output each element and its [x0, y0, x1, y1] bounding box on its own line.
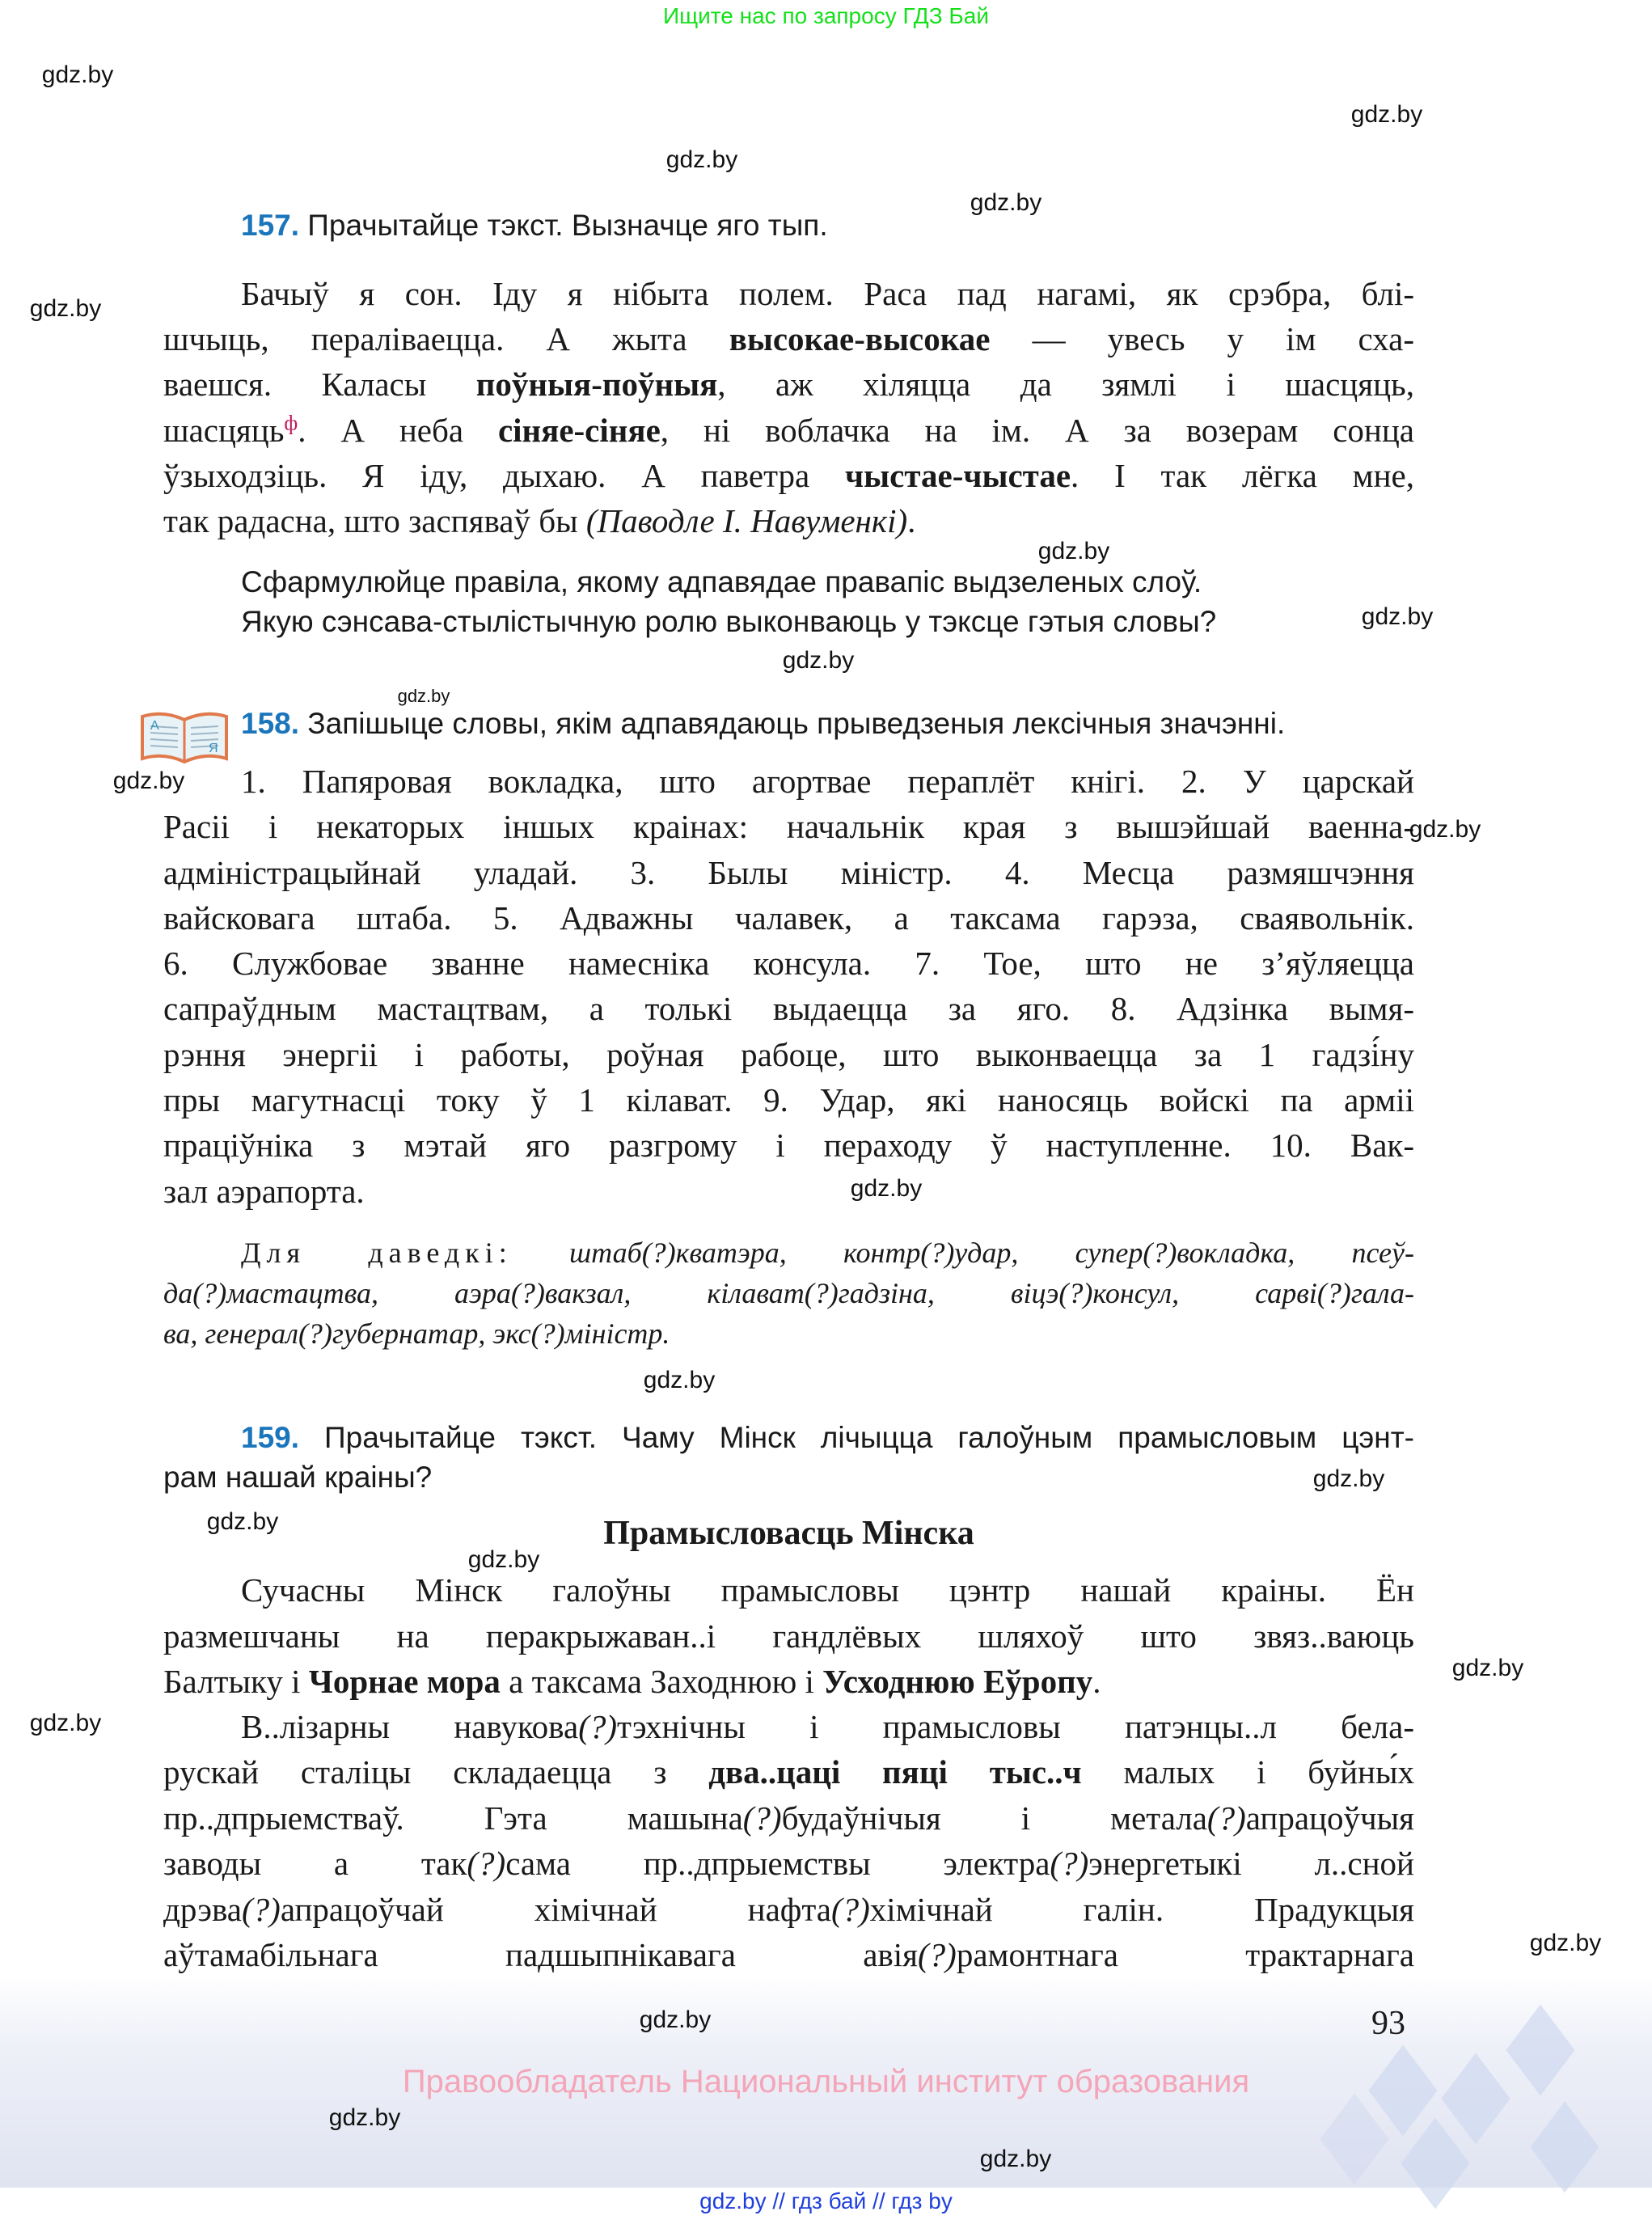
watermark: gdz.by — [328, 2104, 401, 2131]
text-line — [163, 850, 1414, 895]
text-line — [163, 1032, 1414, 1077]
text-segment: . — [1092, 1663, 1101, 1700]
watermark: gdz.by — [850, 1175, 923, 1202]
text-line — [241, 602, 1422, 641]
text-line — [163, 1313, 1414, 1354]
watermark: gdz.by — [665, 146, 738, 173]
exercise-number: 159. — [241, 1421, 300, 1454]
page-number: 93 — [1371, 2005, 1405, 2042]
text-line — [163, 1418, 1414, 1457]
text-line — [163, 1077, 1414, 1123]
text-segment: . — [907, 501, 916, 539]
text-segment: хімічнай галін. Прадукцыя — [869, 1890, 1414, 1928]
text-title: Прамысловасць Мінска — [603, 1515, 974, 1552]
text-segment: шасцяць — [163, 411, 285, 449]
text-segment: а таксама Заходнюю і — [500, 1663, 823, 1700]
text-segment: зал аэрапорта. — [163, 1172, 365, 1210]
exercise-159-prompt — [163, 1418, 1414, 1497]
text-segment: рэння энергіі і работы, роўная рабоце, што выконваецца за 1 гадзі́ну — [163, 1035, 1414, 1073]
watermark: gdz.by — [643, 1367, 716, 1393]
text-line — [163, 498, 1414, 543]
text-line — [163, 1123, 1414, 1168]
exercise-157-header — [241, 209, 828, 243]
italic-text: (?) — [467, 1845, 506, 1883]
text-line — [163, 1887, 1414, 1932]
bold-word: Чорнае мора — [308, 1663, 501, 1700]
exercise-159-paragraph-1 — [163, 1567, 1414, 1705]
bold-word: два..цаці пяці тыс..ч — [708, 1753, 1082, 1791]
text-segment: Якую сэнсава-стылістычную ролю выконваюць у тэксце гэтыя словы? — [241, 605, 1217, 638]
italic-text: да(?)мастацтва, аэра(?)вакзал, кілават(?)гадзіна, віцэ(?)консул, сарві(?)гала- — [163, 1277, 1414, 1309]
bold-word: высокае-высокае — [729, 320, 991, 358]
text-line — [163, 1567, 1414, 1613]
text-line — [163, 362, 1414, 407]
italic-text: ва, генерал(?)губернатар, экс(?)міністр. — [163, 1317, 670, 1350]
copyright-holder: Правообладатель Национальный институт образования — [402, 2064, 1250, 2099]
exercise-prompt: Запішыце словы, якім адпавядаюць прыведзеныя лексічныя значэнні. — [307, 707, 1286, 740]
decor-diamond — [1530, 2102, 1599, 2193]
text-segment: энергетыкі л..сной — [1088, 1845, 1414, 1883]
italic-text: (?) — [918, 1935, 957, 1973]
exercise-157-text — [163, 271, 1414, 543]
text-line — [163, 1169, 1414, 1214]
text-line — [163, 453, 1414, 498]
watermark: gdz.by — [29, 1710, 102, 1736]
text-line — [163, 1659, 1414, 1705]
text-segment: праціўніка з мэтай яго разгрому і пераходу ў наступленне. 10. Вак- — [163, 1127, 1414, 1165]
text-segment: 6. Службовае званне намесніка консула. 7. Тое, што не з’яўляецца — [163, 945, 1414, 983]
exercise-158-header — [241, 707, 1285, 741]
text-segment: Бачыў я сон. Іду я нібыта полем. Раса пад нагамі, як срэбра, блі- — [241, 275, 1414, 312]
exercise-158-text — [163, 759, 1414, 1214]
text-segment: . А неба — [298, 411, 498, 449]
text-segment: апрацоўчыя — [1245, 1799, 1414, 1837]
text-segment: адміністрацыйнай уладай. 3. Былы міністр. 4. Месца размяшчэння — [163, 853, 1414, 891]
italic-text: (Паводле І. Навуменкі) — [585, 501, 908, 539]
text-line — [163, 1704, 1414, 1749]
bold-word: чыстае-чыстае — [845, 456, 1071, 494]
italic-text: (?) — [578, 1708, 618, 1745]
text-segment: тэхнічны і прамысловы патэнцы..л бела- — [617, 1708, 1414, 1745]
italic-text: (?) — [742, 1799, 782, 1837]
text-segment: размешчаны на перакрыжаван..і гандлёвых шляхоў што звяз..ваюць — [163, 1617, 1414, 1655]
watermark: gdz.by — [979, 2146, 1052, 2172]
spaced-label: Для даведкі: — [241, 1237, 513, 1269]
text-segment: пр..дпрыемстваў. Гэта машына — [163, 1799, 743, 1837]
bold-word: поўныя-поўныя — [475, 366, 718, 404]
superscript-mark: ф — [284, 410, 298, 434]
watermark: gdz.by — [397, 686, 450, 706]
text-segment: рам нашай краіны? — [163, 1461, 433, 1494]
text-segment: рамонтнага трактарнага — [956, 1935, 1414, 1973]
watermark: gdz.by — [639, 2006, 712, 2033]
text-line — [163, 1749, 1414, 1795]
text-line — [163, 1841, 1414, 1886]
book-letter: А — [150, 719, 159, 733]
watermark: gdz.by — [1451, 1655, 1524, 1681]
bold-word: Усходнюю Еўропу — [822, 1663, 1093, 1700]
reference-note — [163, 1233, 1414, 1354]
text-segment: 1. Папяровая вокладка, што агортвае пераплёт кнігі. 2. У царскай — [241, 763, 1414, 800]
watermark: gdz.by — [1361, 603, 1434, 630]
watermark: gdz.by — [41, 61, 114, 88]
text-segment: Сучасны Мінск галоўны прамысловы цэнтр нашай краіны. Ён — [241, 1571, 1414, 1609]
italic-text: (?) — [1050, 1845, 1089, 1883]
text-segment: Расіі і некаторых іншых краінах: начальнік края з вышэйшай ваенна- — [163, 808, 1414, 846]
footer-links[interactable]: gdz.by // гдз бай // гдз by — [699, 2188, 953, 2213]
bold-word: сіняе-сіняе — [497, 411, 661, 449]
text-line — [163, 804, 1414, 849]
text-line — [163, 316, 1414, 362]
search-banner: Ищите нас по запросу ГДЗ Бай — [662, 3, 990, 28]
text-line — [163, 1932, 1414, 1977]
text-segment: ўзыходзіць. Я іду, дыхаю. А паветра — [163, 456, 846, 494]
exercise-159-paragraph-2 — [163, 1704, 1414, 1977]
text-segment: вайсковага штаба. 5. Адважны чалавек, а таксама гарэза, сваявольнік. — [163, 898, 1414, 937]
watermark: gdz.by — [1037, 538, 1110, 564]
text-segment: дрэва — [163, 1890, 242, 1928]
text-segment: шчыць, пераліваецца. А жыта — [163, 320, 729, 358]
text-segment: , ні воблачка на ім. А за возерам сонца — [660, 411, 1414, 449]
watermark: gdz.by — [1529, 1930, 1602, 1956]
text-segment: так радасна, што заспяваў бы — [163, 501, 586, 539]
text-segment: сапраўдным мастацтвам, а толькі выдаецца за яго. 8. Адзінка вымя- — [163, 990, 1414, 1028]
watermark: gdz.by — [206, 1508, 279, 1535]
text-line — [241, 562, 1422, 602]
text-line — [163, 895, 1414, 941]
exercise-number: 158. — [241, 707, 300, 740]
text-segment: апрацоўчай хімічнай нафта — [280, 1890, 831, 1928]
text-segment: пры магутнасці току ў 1 кілават. 9. Удар, які наносяць войскі па арміі — [163, 1081, 1414, 1119]
exercise-number: 157. — [241, 209, 300, 242]
watermark: gdz.by — [467, 1546, 540, 1573]
text-segment: малых і буйны́х — [1081, 1753, 1415, 1791]
italic-text: (?) — [830, 1890, 870, 1928]
book-letter: Я — [209, 742, 218, 755]
watermark: gdz.by — [970, 189, 1042, 216]
text-segment: , аж хіляцца да зямлі і шасцяць, — [717, 366, 1415, 404]
watermark: gdz.by — [1312, 1465, 1385, 1492]
text-line — [163, 941, 1414, 986]
watermark: gdz.by — [112, 767, 185, 794]
italic-text: штаб(?)кватэра, контр(?)удар, супер(?)вокладка, псеў- — [512, 1237, 1415, 1269]
text-line — [163, 1457, 1414, 1497]
exercise-157-questions — [241, 562, 1422, 641]
text-line — [163, 759, 1414, 804]
watermark: gdz.by — [29, 295, 102, 322]
text-line — [163, 271, 1414, 316]
text-line — [163, 1233, 1414, 1273]
italic-text: (?) — [1206, 1799, 1246, 1837]
italic-text: (?) — [242, 1890, 281, 1928]
text-segment: Сфармулюйце правіла, якому адпавядае правапіс выдзеленых слоў. — [241, 565, 1202, 598]
text-line — [163, 1795, 1414, 1841]
open-book-icon — [139, 705, 230, 765]
watermark: gdz.by — [1409, 816, 1481, 843]
text-segment: Балтыку і — [163, 1663, 309, 1700]
text-segment: будаўнічыя і метала — [781, 1799, 1207, 1837]
decor-diamond — [1320, 2094, 1388, 2185]
text-line — [163, 408, 1414, 453]
text-segment: В..лізарны навукова — [241, 1708, 579, 1745]
text-line — [163, 1273, 1414, 1313]
text-segment: Прачытайце тэкст. Чаму Мінск лічыцца галоўным прамысловым цэнт- — [324, 1421, 1415, 1454]
text-segment: ваешся. Каласы — [163, 366, 476, 404]
exercise-prompt: Прачытайце тэкст. Вызначце яго тып. — [307, 209, 828, 242]
text-segment: — увесь у ім сха- — [990, 320, 1414, 358]
text-line — [163, 986, 1414, 1031]
watermark: gdz.by — [1350, 101, 1423, 128]
watermark: gdz.by — [782, 647, 855, 674]
text-segment: . І так лёгка мне, — [1071, 456, 1414, 494]
text-segment: рускай сталіцы складаецца з — [163, 1753, 709, 1791]
text-segment: аўтамабільнага падшыпнікавага авія — [163, 1935, 918, 1973]
text-line — [163, 1613, 1414, 1660]
text-segment: заводы а так — [163, 1845, 467, 1883]
text-segment: сама пр..дпрыемствы электра — [505, 1845, 1050, 1883]
